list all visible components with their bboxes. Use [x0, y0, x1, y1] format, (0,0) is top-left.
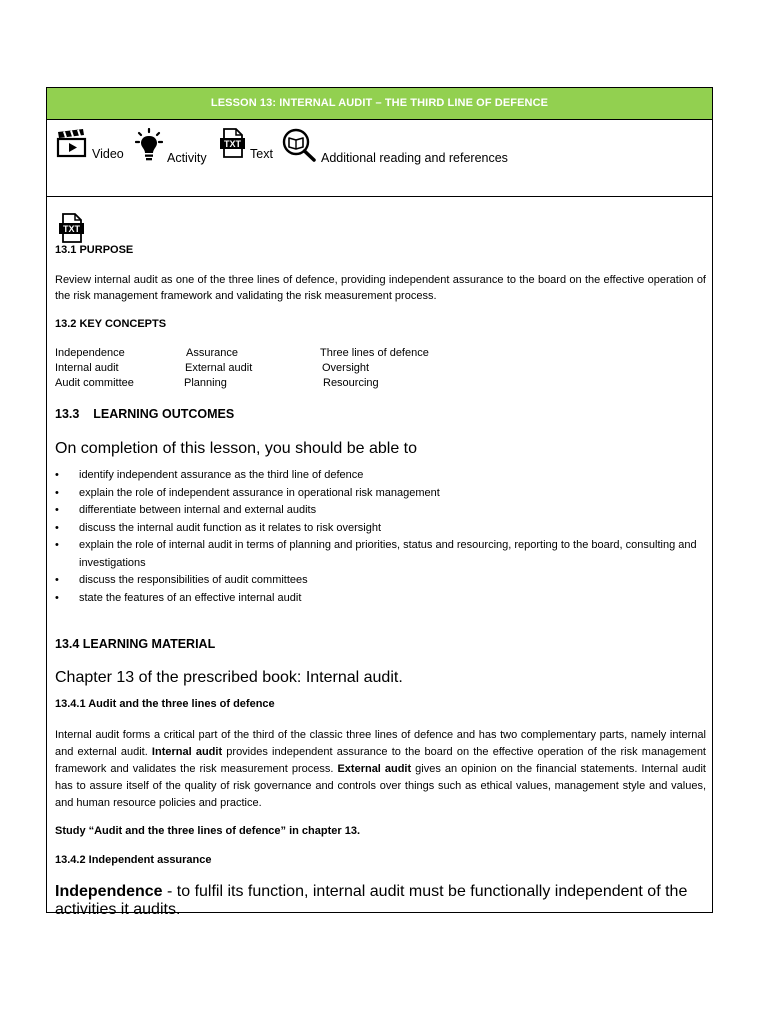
svg-text:TXT: TXT — [224, 139, 241, 149]
svg-text:TXT: TXT — [63, 224, 80, 234]
legend-text — [219, 128, 273, 163]
list-item: • discuss the internal audit function as it relates to risk oversight — [55, 521, 382, 534]
concept: External audit — [185, 362, 253, 374]
learning-outcomes-heading: 13.3 LEARNING OUTCOMES — [55, 407, 235, 421]
concept: Internal audit — [55, 362, 119, 374]
concept: Independence — [55, 347, 125, 359]
list-item: • identify independent assurance as the third line of defence — [55, 469, 364, 481]
concept: Three lines of defence — [320, 347, 429, 359]
concept: Audit committee — [55, 377, 134, 389]
concept: Oversight — [322, 362, 370, 374]
key-concepts-heading: 13.2 KEY CONCEPTS — [55, 318, 167, 330]
txt-file-icon — [58, 213, 85, 248]
independence-paragraph: Independence - to fulfil its function, internal audit must be functionally independent of the activities it audits. — [55, 883, 688, 918]
legend-activity-label: Activity — [167, 151, 207, 165]
study-instruction: Study “Audit and the three lines of defence” in chapter 13. — [55, 825, 360, 837]
list-item: • state the features of an effective internal audit — [55, 591, 302, 604]
txt-file-icon — [219, 128, 246, 163]
concept: Assurance — [186, 347, 238, 359]
list-item: • discuss the responsibilities of audit committees — [55, 574, 308, 586]
legend-video — [56, 128, 124, 163]
outcomes-intro: On completion of this lesson, you should be able to — [55, 440, 417, 457]
audit-paragraph: Internal audit forms a critical part of the third of the classic three lines of defence and has two complementary parts, namely internal and external audit. Internal audit provides independent assurance to the board on the effective operation of the risk management framework and validates the risk measurement process. External audit gives an opinion on the financial statements. Internal audit has to assure itself of the quality of risk governance and controls over things such as ethical values, management style and values, and human resource policies and practice. — [55, 729, 706, 809]
list-item: • explain the role of internal audit in terms of planning and priorities, status and resourcing, reporting to the board, consulting and investigations — [55, 539, 697, 569]
clapperboard-icon — [56, 128, 88, 163]
learning-material-heading: 13.4 LEARNING MATERIAL — [55, 637, 216, 651]
subsection-heading: 13.4.2 Independent assurance — [55, 854, 212, 866]
icon-legend — [47, 120, 712, 197]
legend-text-label: Text — [250, 147, 273, 161]
legend-activity — [135, 128, 207, 167]
lesson-title-banner: LESSON 13: INTERNAL AUDIT – THE THIRD LINE OF DEFENCE — [47, 88, 712, 120]
list-item: • differentiate between internal and external audits — [55, 504, 317, 516]
subsection-heading: 13.4.1 Audit and the three lines of defence — [55, 698, 275, 710]
legend-reading — [281, 128, 508, 167]
legend-video-label: Video — [92, 147, 124, 161]
outcomes-list — [55, 467, 706, 607]
purpose-heading: 13.1 PURPOSE — [55, 244, 134, 256]
list-item: • explain the role of independent assurance in operational risk management — [55, 486, 440, 499]
concept: Resourcing — [323, 377, 379, 389]
purpose-text: Review internal audit as one of the three lines of defence, providing independent assurance to the board on the effective operation of the risk management framework and validating the risk measurement process. — [55, 274, 706, 302]
lightbulb-icon — [135, 128, 163, 167]
legend-reading-label: Additional reading and references — [321, 151, 508, 165]
chapter-reference: Chapter 13 of the prescribed book: Internal audit. — [55, 669, 403, 686]
book-magnifier-icon — [281, 128, 317, 167]
concept: Planning — [184, 377, 227, 389]
